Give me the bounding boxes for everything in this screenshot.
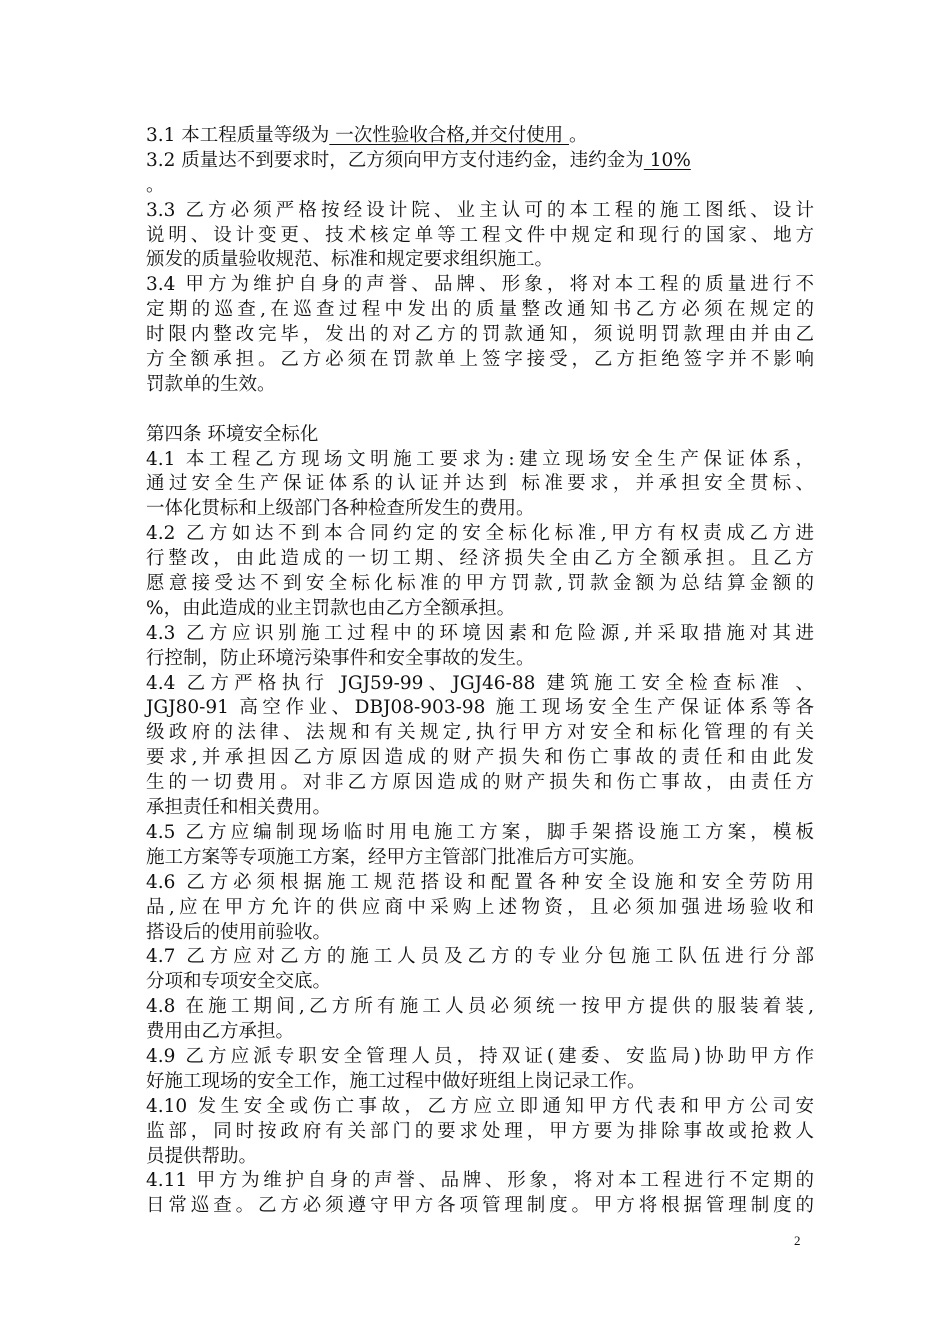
clause-4-10-line2: 监部，同时按政府有关部门的要求处理，甲方要为排除事故或抢救人: [146, 1120, 814, 1142]
clause-3-2-text: 3.2 质量达不到要求时，乙方须向甲方支付违约金，违约金为: [146, 149, 644, 171]
clause-4-9-line1: 4.9 乙方应派专职安全管理人员，持双证(建委、安监局)协助甲方作: [146, 1045, 814, 1067]
clause-4-7-line1: 4.7 乙方应对乙方的施工人员及乙方的专业分包施工队伍进行分部: [146, 946, 814, 968]
clause-3-3-line3: 颁发的质量验收规范、标准和规定要求组织施工。: [146, 249, 554, 271]
clause-3-4-line4: 方全额承担。乙方必须在罚款单上签字接受，乙方拒绝签字并不影响: [146, 349, 814, 371]
section-4-heading: 第四条 环境安全标化: [146, 423, 319, 445]
clause-4-1-line1: 4.1 本工程乙方现场文明施工要求为:建立现场安全生产保证体系，: [146, 448, 814, 470]
clause-4-6-line3: 搭设后的使用前验收。: [146, 921, 332, 943]
clause-4-10-line3: 员提供帮助。: [146, 1145, 258, 1167]
clause-3-4-line3: 时限内整改完毕，发出的对乙方的罚款通知，须说明罚款理由并由乙: [146, 324, 814, 346]
clause-4-3-line1: 4.3 乙方应识别施工过程中的环境因素和危险源,并采取措施对其进: [146, 622, 814, 644]
clause-4-2-line1: 4.2 乙方如达不到本合同约定的安全标化标准,甲方有权责成乙方进: [146, 523, 814, 545]
clause-3-3-line2: 说明、设计变更、技术核定单等工程文件中规定和现行的国家、地方: [146, 224, 814, 246]
clause-4-5-line1: 4.5 乙方应编制现场临时用电施工方案，脚手架搭设施工方案，模板: [146, 821, 814, 843]
quality-grade-value: 一次性验收合格,并交付使用: [329, 125, 569, 146]
clause-4-11-line2: 日常巡查。乙方必须遵守甲方各项管理制度。甲方将根据管理制度的: [146, 1195, 814, 1217]
clause-4-8-line2: 费用由乙方承担。: [146, 1021, 295, 1043]
clause-3-1: [146, 124, 814, 149]
clause-4-3-line2: 行控制，防止环境污染事件和安全事故的发生。: [146, 647, 535, 669]
clause-4-4-line2: JGJ80-91 高空作业、DBJ08-903-98 施工现场安全生产保证体系等各: [146, 697, 814, 719]
clause-3-1-text: 3.1 本工程质量等级为: [146, 125, 330, 146]
clause-4-4-line4: 要求,并承担因乙方原因造成的财产损失和伤亡事故的责任和由此发: [146, 747, 814, 769]
clause-4-7-line2: 分项和专项安全交底。: [146, 971, 332, 993]
clause-4-4-line5: 生的一切费用。对非乙方原因造成的财产损失和伤亡事故，由责任方: [146, 772, 814, 794]
clause-3-3-line1: 3.3 乙方必须严格按经设计院、业主认可的本工程的施工图纸、设计: [146, 199, 814, 221]
clause-3-4-line2: 定期的巡查,在巡查过程中发出的质量整改通知书乙方必须在规定的: [146, 299, 814, 321]
clause-4-8-line1: 4.8 在施工期间,乙方所有施工人员必须统一按甲方提供的服装着装,: [146, 996, 814, 1018]
clause-3-2-cont: 。: [146, 174, 165, 196]
clause-4-1-line3: 一体化贯标和上级部门各种检查所发生的费用。: [146, 498, 535, 520]
clause-4-5-line2: 施工方案等专项施工方案，经甲方主管部门批准后方可实施。: [146, 846, 646, 868]
clause-3-4-line1: 3.4 甲方为维护自身的声誉、品牌、形象，将对本工程的质量进行不: [146, 274, 814, 296]
clause-3-2: [146, 149, 814, 174]
clause-4-4-line6: 承担责任和相关费用。: [146, 797, 332, 819]
clause-4-9-line2: 好施工现场的安全工作，施工过程中做好班组上岗记录工作。: [146, 1070, 646, 1092]
clause-3-1-end: 。: [568, 125, 588, 146]
clause-4-4-line3: 级政府的法律、法规和有关规定,执行甲方对安全和标化管理的有关: [146, 722, 814, 744]
penalty-rate-value: 10%: [643, 149, 691, 171]
clause-4-2-line2: 行整改，由此造成的一切工期、经济损失全由乙方全额承担。且乙方: [146, 548, 814, 570]
clause-3-4-line5: 罚款单的生效。: [146, 373, 276, 395]
document-body: [146, 124, 814, 1219]
clause-4-6-line2: 品,应在甲方允许的供应商中采购上述物资，且必须加强进场验收和: [146, 896, 814, 918]
clause-4-10-line1: 4.10 发生安全或伤亡事故，乙方应立即通知甲方代表和甲方公司安: [146, 1095, 814, 1117]
clause-4-2-line3: 愿意接受达不到安全标化标准的甲方罚款,罚款金额为总结算金额的: [146, 573, 814, 595]
clause-4-1-line2: 通过安全生产保证体系的认证并达到 标准要求，并承担安全贯标、: [146, 473, 814, 495]
section-gap: [146, 398, 814, 423]
page-number: 2: [794, 1233, 801, 1248]
clause-4-11-line1: 4.11 甲方为维护自身的声誉、品牌、形象，将对本工程进行不定期的: [146, 1170, 814, 1192]
clause-4-6-line1: 4.6 乙方必须根据施工规范搭设和配置各种安全设施和安全劳防用: [146, 871, 814, 893]
clause-4-2-line4: %，由此造成的业主罚款也由乙方全额承担。: [146, 597, 516, 619]
clause-4-4-line1: 4.4 乙方严格执行 JGJ59-99、JGJ46-88 建筑施工安全检查标准 、: [146, 672, 814, 694]
